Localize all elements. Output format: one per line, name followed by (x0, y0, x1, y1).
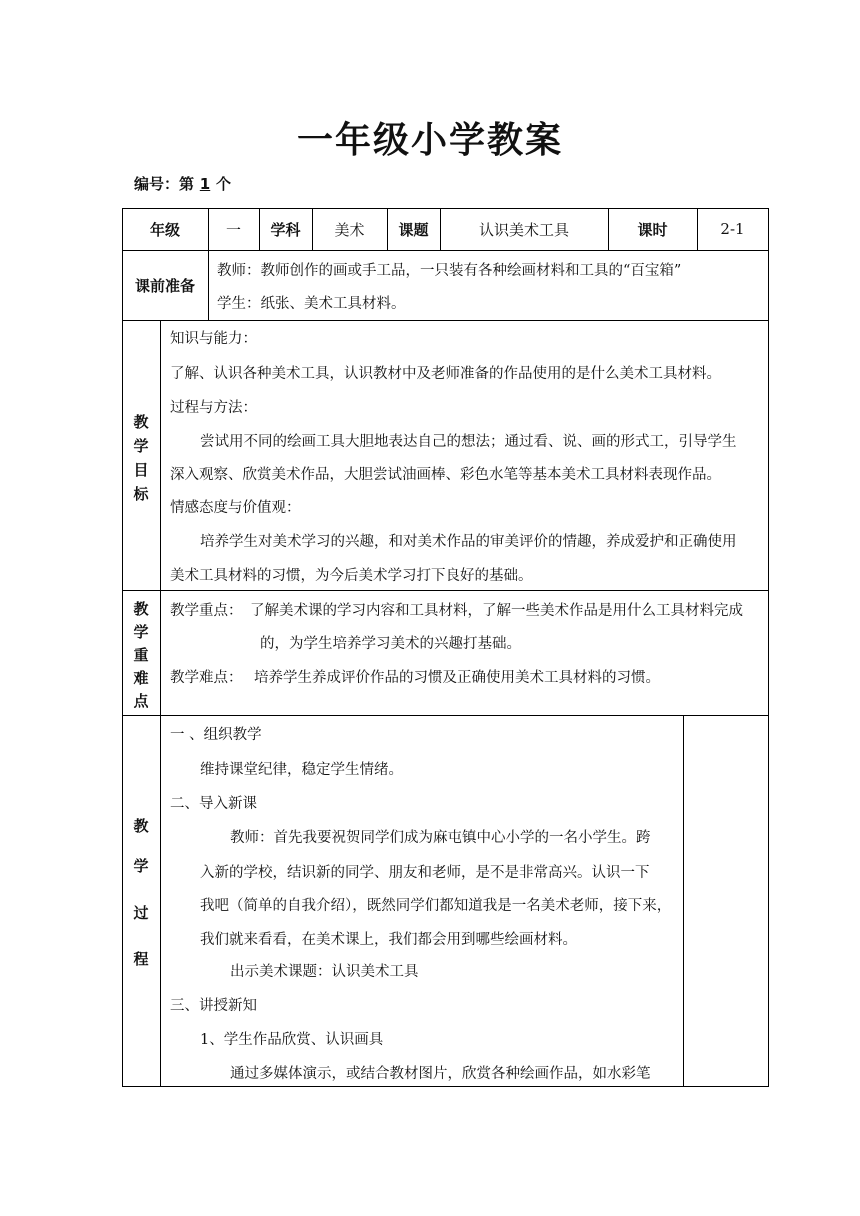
process-line: 出示美术课题：认识美术工具 (230, 964, 419, 980)
grade-label: 年级 (149, 220, 180, 239)
process-label-char: 教 (133, 817, 149, 835)
table-border (768, 208, 769, 1087)
table-border (122, 250, 769, 251)
table-border (683, 715, 684, 1087)
topic-value: 认识美术工具 (478, 220, 569, 239)
objectives-label-char: 目 (133, 461, 149, 479)
objective-line: 培养学生对美术学习的兴趣，和对美术作品的审美评价的情趣，养成爱护和正确使用 (200, 534, 737, 550)
process-line: 入新的学校，结识新的同学、朋友和老师，是不是非常高兴。认识一下 (200, 865, 650, 881)
process-line: 教师：首先我要祝贺同学们成为麻屯镇中心小学的一名小学生。跨 (230, 830, 651, 846)
objectives-label-char: 学 (133, 437, 149, 455)
process-label-char: 学 (133, 857, 149, 875)
table-border (160, 320, 161, 1087)
process-label-char: 过 (133, 904, 149, 922)
process-line: 维持课堂纪律，稳定学生情绪。 (200, 762, 403, 778)
objectives-label-char: 教 (133, 413, 149, 431)
serial-label: 编号：第 (134, 175, 195, 193)
page-title: 一年级小学教案 (296, 120, 563, 161)
grade-value: 一 (225, 220, 241, 239)
keypoints-label-char: 点 (133, 692, 149, 710)
preparation-teacher: 教师：教师创作的画或手工品，一只装有各种绘画材料和工具的“百宝箱” (217, 263, 682, 279)
process-line: 1、学生作品欣赏、认识画具 (200, 1032, 384, 1048)
difficulty-label: 教学难点： (170, 670, 243, 686)
topic-label: 课题 (398, 220, 429, 239)
process-line: 我们就来看看，在美术课上，我们都会用到哪些绘画材料。 (200, 932, 577, 948)
table-border (122, 1086, 769, 1087)
preparation-student: 学生：纸张、美术工具材料。 (217, 296, 406, 312)
subject-value: 美术 (334, 220, 365, 239)
objective-line: 情感态度与价值观： (170, 500, 301, 516)
objective-line: 了解、认识各种美术工具，认识教材中及老师准备的作品使用的是什么美术工具材料。 (170, 366, 721, 382)
focus-line-1: 了解美术课的学习内容和工具材料，了解一些美术作品是用什么工具材料完成 (250, 603, 743, 619)
difficulty-text: 培养学生养成评价作品的习惯及正确使用美术工具材料的习惯。 (254, 670, 660, 686)
process-line: 通过多媒体演示，或结合教材图片，欣赏各种绘画作品，如水彩笔 (230, 1066, 651, 1082)
keypoints-label-char: 重 (133, 646, 149, 664)
process-line: 一 、组织教学 (170, 727, 262, 743)
table-border (208, 250, 209, 320)
objective-line: 尝试用不同的绘画工具大胆地表达自己的想法；通过看、说、画的形式工，引导学生 (200, 434, 737, 450)
serial-number (134, 173, 231, 194)
preparation-label: 课前准备 (134, 276, 195, 295)
keypoints-label-char: 难 (133, 669, 149, 687)
serial-value: 1 (199, 175, 211, 193)
objective-line: 美术工具材料的习惯，为今后美术学习打下良好的基础。 (170, 568, 533, 584)
focus-label: 教学重点： (170, 603, 243, 619)
process-label-char: 程 (133, 950, 149, 968)
serial-suffix: 个 (216, 175, 232, 193)
objective-line: 深入观察、欣赏美术作品，大胆尝试油画棒、彩色水笔等基本美术工具材料表现作品。 (170, 467, 721, 483)
objectives-label-char: 标 (133, 485, 149, 503)
subject-label: 学科 (270, 220, 301, 239)
period-label: 课时 (637, 220, 668, 239)
table-border (122, 590, 769, 591)
keypoints-label-char: 教 (133, 600, 149, 618)
focus-line-2: 的，为学生培养学习美术的兴趣打基础。 (260, 636, 521, 652)
table-border (122, 320, 769, 321)
process-line: 二、导入新课 (170, 796, 257, 812)
objective-line: 过程与方法： (170, 400, 257, 416)
table-border (122, 715, 769, 716)
objective-line: 知识与能力： (170, 331, 257, 347)
period-value: 2-1 (720, 220, 745, 238)
process-line: 我吧（简单的自我介绍），既然同学们都知道我是一名美术老师，接下来， (200, 898, 672, 914)
process-line: 三、讲授新知 (170, 998, 257, 1014)
keypoints-label-char: 学 (133, 623, 149, 641)
